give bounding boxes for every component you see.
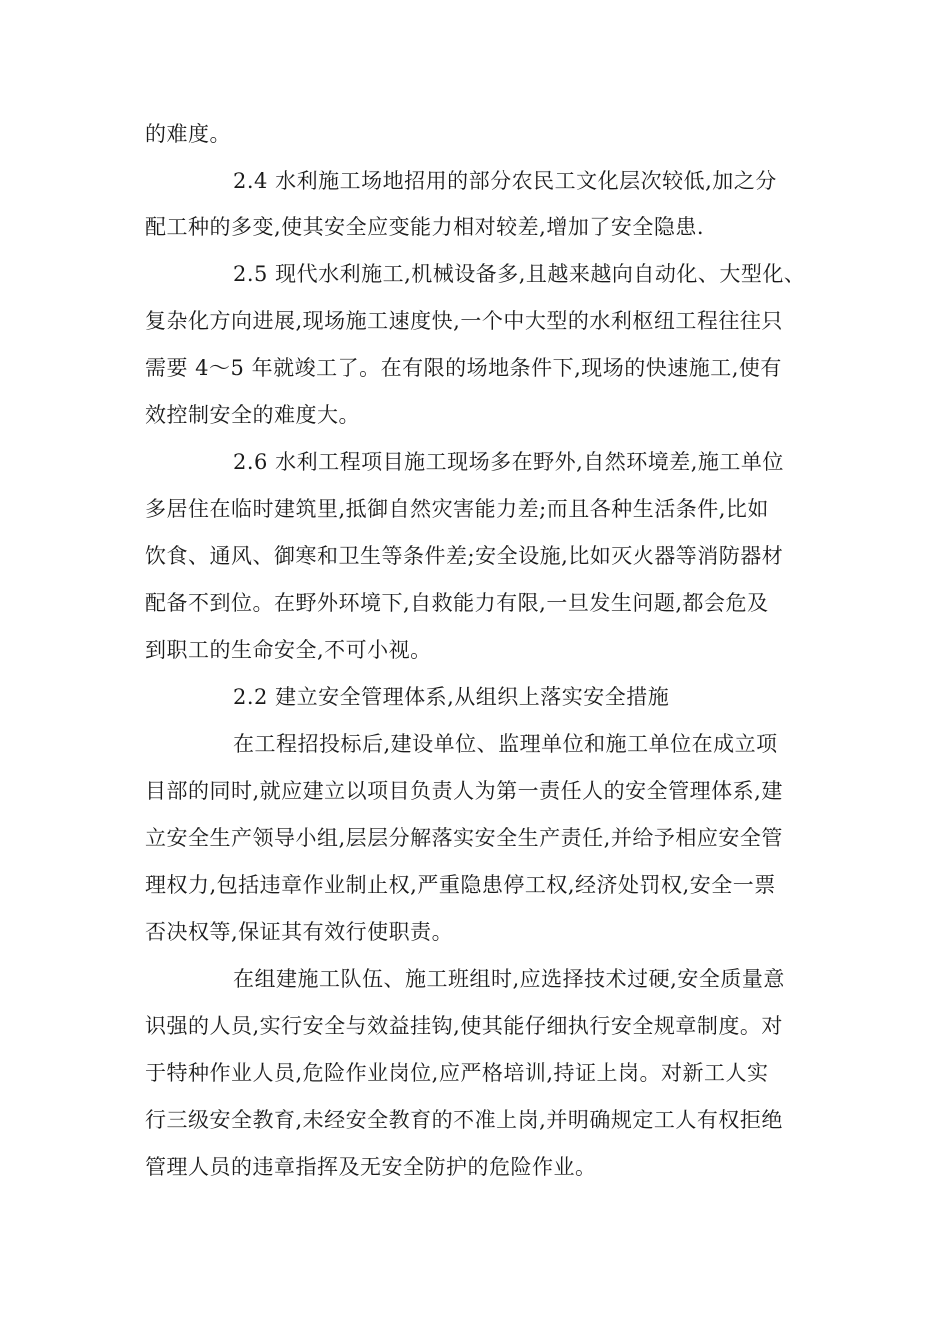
- text-line: 到职工的生命安全,不可小视。: [145, 638, 432, 662]
- section-2-4-heading-line: 2.4 水利施工场地招用的部分农民工文化层次较低,加之分: [233, 169, 777, 193]
- text-line: 效控制安全的难度大。: [145, 403, 360, 427]
- section-2-2-heading: 2.2 建立安全管理体系,从组织上落实安全措施: [233, 685, 670, 709]
- text-line: 配工种的多变,使其安全应变能力相对较差,增加了安全隐患.: [145, 215, 705, 239]
- text-line: 的难度。: [145, 122, 231, 146]
- text-line: 识强的人员,实行安全与效益挂钩,使其能仔细执行安全规章制度。对: [145, 1014, 783, 1038]
- section-2-6-heading-line: 2.6 水利工程项目施工现场多在野外,自然环境差,施工单位: [233, 450, 784, 474]
- section-2-5-heading-line: 2.5 现代水利施工,机械设备多,且越来越向自动化、大型化、: [233, 262, 806, 286]
- text-line: 立安全生产领导小组,层层分解落实安全生产责任,并给予相应安全管: [145, 826, 783, 850]
- text-line: 管理人员的违章指挥及无安全防护的危险作业。: [145, 1155, 597, 1179]
- text-line: 复杂化方向进展,现场施工速度快,一个中大型的水利枢纽工程往往只: [145, 309, 783, 333]
- text-line: 目部的同时,就应建立以项目负责人为第一责任人的安全管理体系,建: [145, 779, 783, 803]
- paragraph-first-line: 在工程招投标后,建设单位、监理单位和施工单位在成立项: [233, 732, 778, 756]
- text-line: 理权力,包括违章作业制止权,严重隐患停工权,经济处罚权,安全一票: [145, 873, 776, 897]
- paragraph-first-line: 在组建施工队伍、施工班组时,应选择技术过硬,安全质量意: [233, 967, 785, 991]
- text-line: 饮食、通风、御寒和卫生等条件差;安全设施,比如灭火器等消防器材: [145, 544, 784, 568]
- text-line: 多居住在临时建筑里,抵御自然灾害能力差;而且各种生活条件,比如: [145, 497, 769, 521]
- text-line: 于特种作业人员,危险作业岗位,应严格培训,持证上岗。对新工人实: [145, 1061, 769, 1085]
- text-line: 需要 4～5 年就竣工了。在有限的场地条件下,现场的快速施工,使有: [145, 356, 782, 380]
- text-line: 行三级安全教育,未经安全教育的不准上岗,并明确规定工人有权拒绝: [145, 1108, 783, 1132]
- text-line: 配备不到位。在野外环境下,自救能力有限,一旦发生问题,都会危及: [145, 591, 769, 615]
- text-line: 否决权等,保证其有效行使职责。: [145, 920, 454, 944]
